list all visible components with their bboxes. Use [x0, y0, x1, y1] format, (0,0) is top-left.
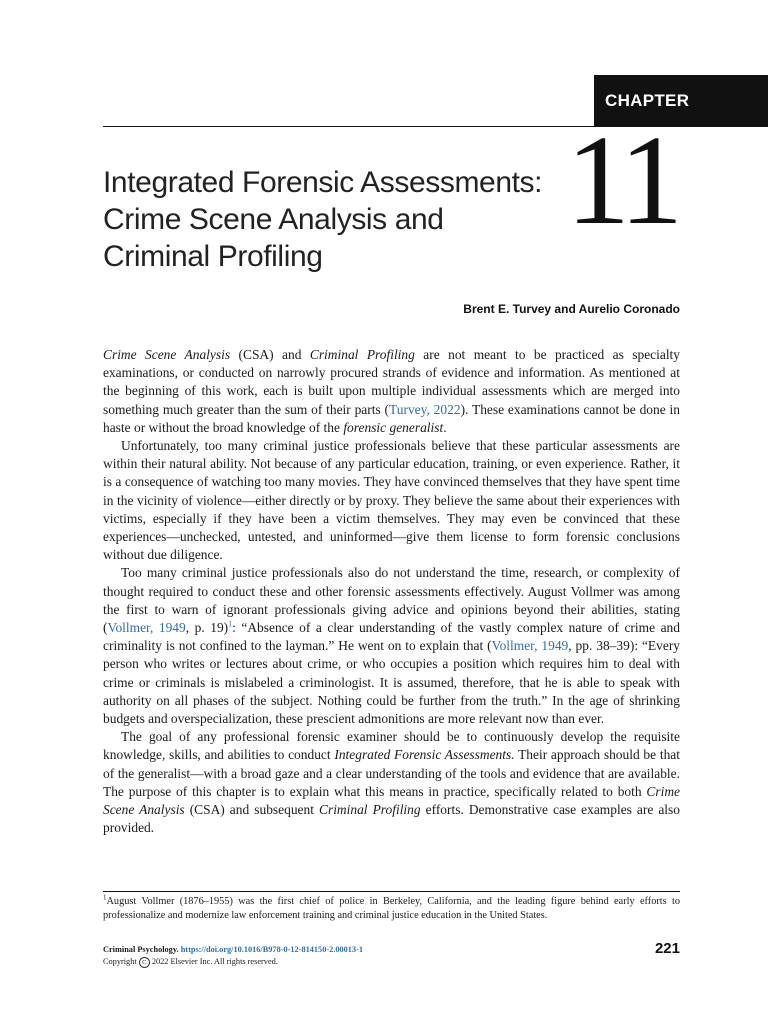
book-title: Criminal Psychology.: [103, 945, 179, 954]
page-footer: [103, 944, 523, 968]
chapter-label: CHAPTER: [605, 91, 690, 110]
paragraph-4: [103, 728, 680, 837]
paragraph-1: [103, 346, 680, 437]
text-run: (CSA) and: [230, 347, 310, 362]
copyright-icon: C: [139, 957, 150, 968]
citation-line: [103, 944, 523, 956]
text-run: ). These examinations cannot be done in haste or without the broad knowledge of the: [103, 401, 680, 435]
italic-term: Crime Scene Analysis: [103, 347, 231, 362]
citation-link[interactable]: Vollmer, 1949: [107, 620, 186, 636]
italic-term: Criminal Profiling: [319, 802, 421, 818]
text-run: Too many criminal justice professionals also do not understand the time, research, or complexity of thought required to conduct these and other forensic assessments effectively. August Vollmer was among the first to warn of ignorant professionals giving advice and opinions beyond their abilities, stating (: [103, 565, 680, 636]
italic-term: forensic generalist: [343, 419, 444, 435]
text-run: , pp. 38–39): “Every person who writes or lectures about crime, or who occupies a position which requires him to deal with crime or criminals is mislabeled a criminologist. It is assumed, therefore, that he is able to speak with authority on all phases of the subject. Nothing could be further from the truth.” In the age of shrinking budgets and overspecialization, these prescient admonitions are more relevant now than ever.: [103, 638, 681, 727]
chapter-title-line-1: Integrated Forensic Assessments:: [103, 166, 543, 200]
chapter-authors: Brent E. Turvey and Aurelio Coronado: [463, 302, 680, 316]
italic-term: Criminal Profiling: [309, 347, 415, 362]
citation-link[interactable]: Vollmer, 1949: [491, 638, 569, 654]
copyright-prefix: Copyright: [103, 957, 137, 966]
text-run: , p. 19): [185, 620, 229, 636]
footnote-marker: 1: [103, 893, 107, 902]
footnote-text: August Vollmer (1876–1955) was the first chief of police in Berkeley, California, and the leading figure behind early efforts to professionalize and modernize law enforcement training and criminal justice education in the United States.: [103, 896, 680, 921]
italic-term: Crime Scene Analysis: [103, 783, 680, 818]
citation-link[interactable]: Turvey, 2022: [389, 401, 461, 417]
copyright-line: [103, 956, 523, 968]
text-run: : “Absence of a clear understanding of the vastly complex nature of crime and criminality is not confined to the layman.” He went on to explain that (: [103, 620, 680, 654]
text-run: (CSA) and subsequent: [184, 802, 319, 818]
chapter-number: 11: [566, 109, 678, 251]
text-run: are not meant to be practiced as specialty examinations, or conducted on narrowly procured strands of evidence and information. As mentioned at the beginning of this work, each is built upon multiple individual assessments which are merged into something much greater than the sum of their parts (: [103, 347, 681, 417]
text-run: efforts. Demonstrative case examples are also provided.: [103, 802, 680, 836]
copyright-text: 2022 Elsevier Inc. All rights reserved.: [151, 957, 278, 966]
doi-link[interactable]: https://doi.org/10.1016/B978-0-12-814150-2.00013-1: [180, 945, 363, 954]
page-number: 221: [654, 940, 680, 957]
text-run: The goal of any professional forensic examiner should be to continuously develop the requisite knowledge, skills, and abilities to conduct: [103, 729, 680, 763]
paragraph-3: [103, 564, 680, 728]
paragraph-2: Unfortunately, too many criminal justice professionals believe that these particular assessments are within their natural ability. Not because of any particular education, training, or even experience. Rather, it is a consequence of watching too many movies. They have convinced themselves that they have spent time in the vicinity of violence—either directly or by proxy. They believe the same about their experiences with victims, especially if they have been a victim themselves. They may even be convinced that these experiences—unchecked, untested, and uninformed—give them license to form forensic conclusions without due diligence.: [103, 438, 680, 563]
italic-term: Integrated Forensic Assessments.: [334, 747, 515, 763]
text-run: Their approach should be that of the generalist—with a broad gaze and a clear understanding of the tools and evidence that are available. The purpose of this chapter is to explain what this means in practice, specifically related to both: [103, 747, 680, 799]
chapter-title-line-2: Crime Scene Analysis and: [103, 203, 444, 237]
footnote: [103, 895, 680, 922]
chapter-title-line-3: Criminal Profiling: [103, 240, 323, 274]
footnote-marker-link[interactable]: 1: [228, 619, 233, 629]
footnote-rule: [103, 891, 680, 892]
chapter-title: [103, 164, 558, 275]
text-run: .: [443, 419, 447, 435]
body-text: [103, 346, 680, 837]
